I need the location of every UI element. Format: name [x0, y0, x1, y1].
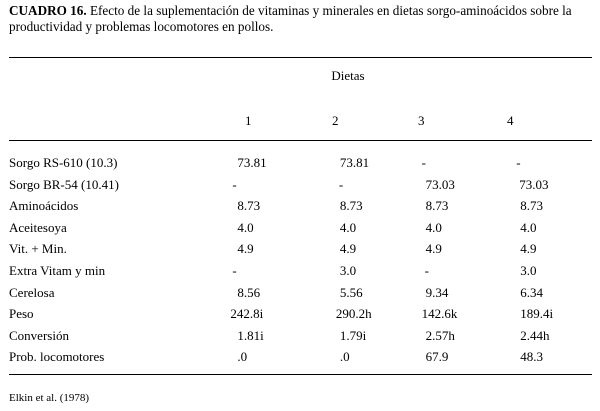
- column-header-3: 3: [418, 113, 425, 128]
- cell-dieta-2: 1.79i: [339, 327, 367, 343]
- cell-dieta-2: 3.0: [339, 262, 357, 278]
- cell-dieta-4: 48.3: [520, 349, 543, 365]
- row-label: Prob. locomotores: [9, 349, 105, 365]
- column-header-2: 2: [332, 113, 339, 128]
- source-note: Elkin et al. (1978): [9, 392, 90, 404]
- table-row: [9, 217, 600, 239]
- cell-dieta-1: 4.0: [237, 219, 254, 235]
- row-label: Extra Vitam y min: [9, 262, 106, 278]
- row-label: Conversión: [9, 327, 69, 343]
- table-row: [9, 195, 600, 217]
- data-table: [9, 152, 600, 368]
- cell-dieta-1: .0: [237, 349, 248, 365]
- row-label: Cerelosa: [9, 284, 55, 300]
- cell-dieta-4: 2.44h: [520, 327, 550, 343]
- table-row: [9, 325, 600, 347]
- column-group-header: Dietas: [331, 68, 365, 83]
- table-row: [9, 303, 600, 325]
- table-row: [9, 260, 600, 282]
- cell-dieta-4: 4.0: [520, 219, 537, 235]
- cell-dieta-1: -: [232, 262, 237, 278]
- cell-dieta-1: -: [232, 176, 237, 192]
- column-header-1: 1: [245, 113, 252, 128]
- bottom-rule: [9, 374, 592, 375]
- cell-dieta-3: 4.0: [425, 219, 442, 235]
- cell-dieta-4: 3.0: [520, 262, 537, 278]
- cell-dieta-4: 4.9: [520, 241, 537, 257]
- table-row: [9, 174, 600, 196]
- cell-dieta-1: 8.73: [237, 198, 261, 214]
- cell-dieta-3: 9.34: [425, 284, 449, 300]
- cell-dieta-1: 4.9: [237, 241, 254, 257]
- cell-dieta-2: 290.2h: [335, 306, 372, 322]
- cell-dieta-1: 8.56: [237, 284, 261, 300]
- table-caption: [9, 3, 594, 35]
- cell-dieta-2: -: [338, 176, 344, 192]
- cell-dieta-3: 4.9: [425, 241, 442, 257]
- header-rule: [9, 140, 592, 141]
- cell-dieta-1: 242.8i: [230, 306, 264, 322]
- cell-dieta-2: 73.81: [339, 155, 370, 170]
- table-row: [9, 238, 600, 260]
- row-label: Vit. + Min.: [9, 241, 67, 257]
- cell-dieta-2: 4.0: [339, 219, 357, 235]
- cell-dieta-2: .0: [339, 349, 350, 365]
- cell-dieta-3: 73.03: [425, 176, 455, 192]
- cell-dieta-2: 8.73: [339, 198, 363, 214]
- cell-dieta-3: 8.73: [425, 198, 449, 214]
- cell-dieta-2: 4.9: [339, 241, 357, 257]
- table-row: [9, 346, 600, 368]
- cell-dieta-2: 5.56: [339, 284, 363, 300]
- cell-dieta-4: 6.34: [520, 284, 543, 300]
- cell-dieta-4: -: [516, 155, 521, 170]
- table-row: [9, 282, 600, 304]
- column-header-4: 4: [507, 113, 514, 128]
- table-body: [9, 152, 600, 368]
- cell-dieta-1: 73.81: [237, 155, 267, 170]
- cell-dieta-4: 73.03: [519, 176, 549, 192]
- cell-dieta-3: 142.6k: [421, 306, 458, 322]
- caption-label: CUADRO 16.: [9, 3, 87, 18]
- cell-dieta-3: -: [424, 262, 429, 278]
- cell-dieta-1: 1.81i: [237, 327, 264, 343]
- cell-dieta-3: -: [421, 155, 426, 170]
- row-label: Peso: [9, 306, 34, 322]
- caption-text: Efecto de la suplementación de vitaminas y minerales en dietas sorgo-aminoácidos sobre la productividad y problemas locomotores en pollos.: [9, 3, 572, 34]
- row-label: Aminoácidos: [9, 198, 79, 214]
- cell-dieta-4: 8.73: [520, 198, 543, 214]
- top-rule: [9, 57, 592, 58]
- row-label: Aceitesoya: [9, 219, 67, 235]
- row-label: Sorgo BR-54 (10.41): [9, 176, 119, 192]
- table-row: [9, 152, 600, 174]
- cell-dieta-3: 2.57h: [425, 327, 455, 343]
- cell-dieta-4: 189.4i: [520, 306, 554, 322]
- row-label: Sorgo RS-610 (10.3): [9, 155, 118, 170]
- cell-dieta-3: 67.9: [425, 349, 449, 365]
